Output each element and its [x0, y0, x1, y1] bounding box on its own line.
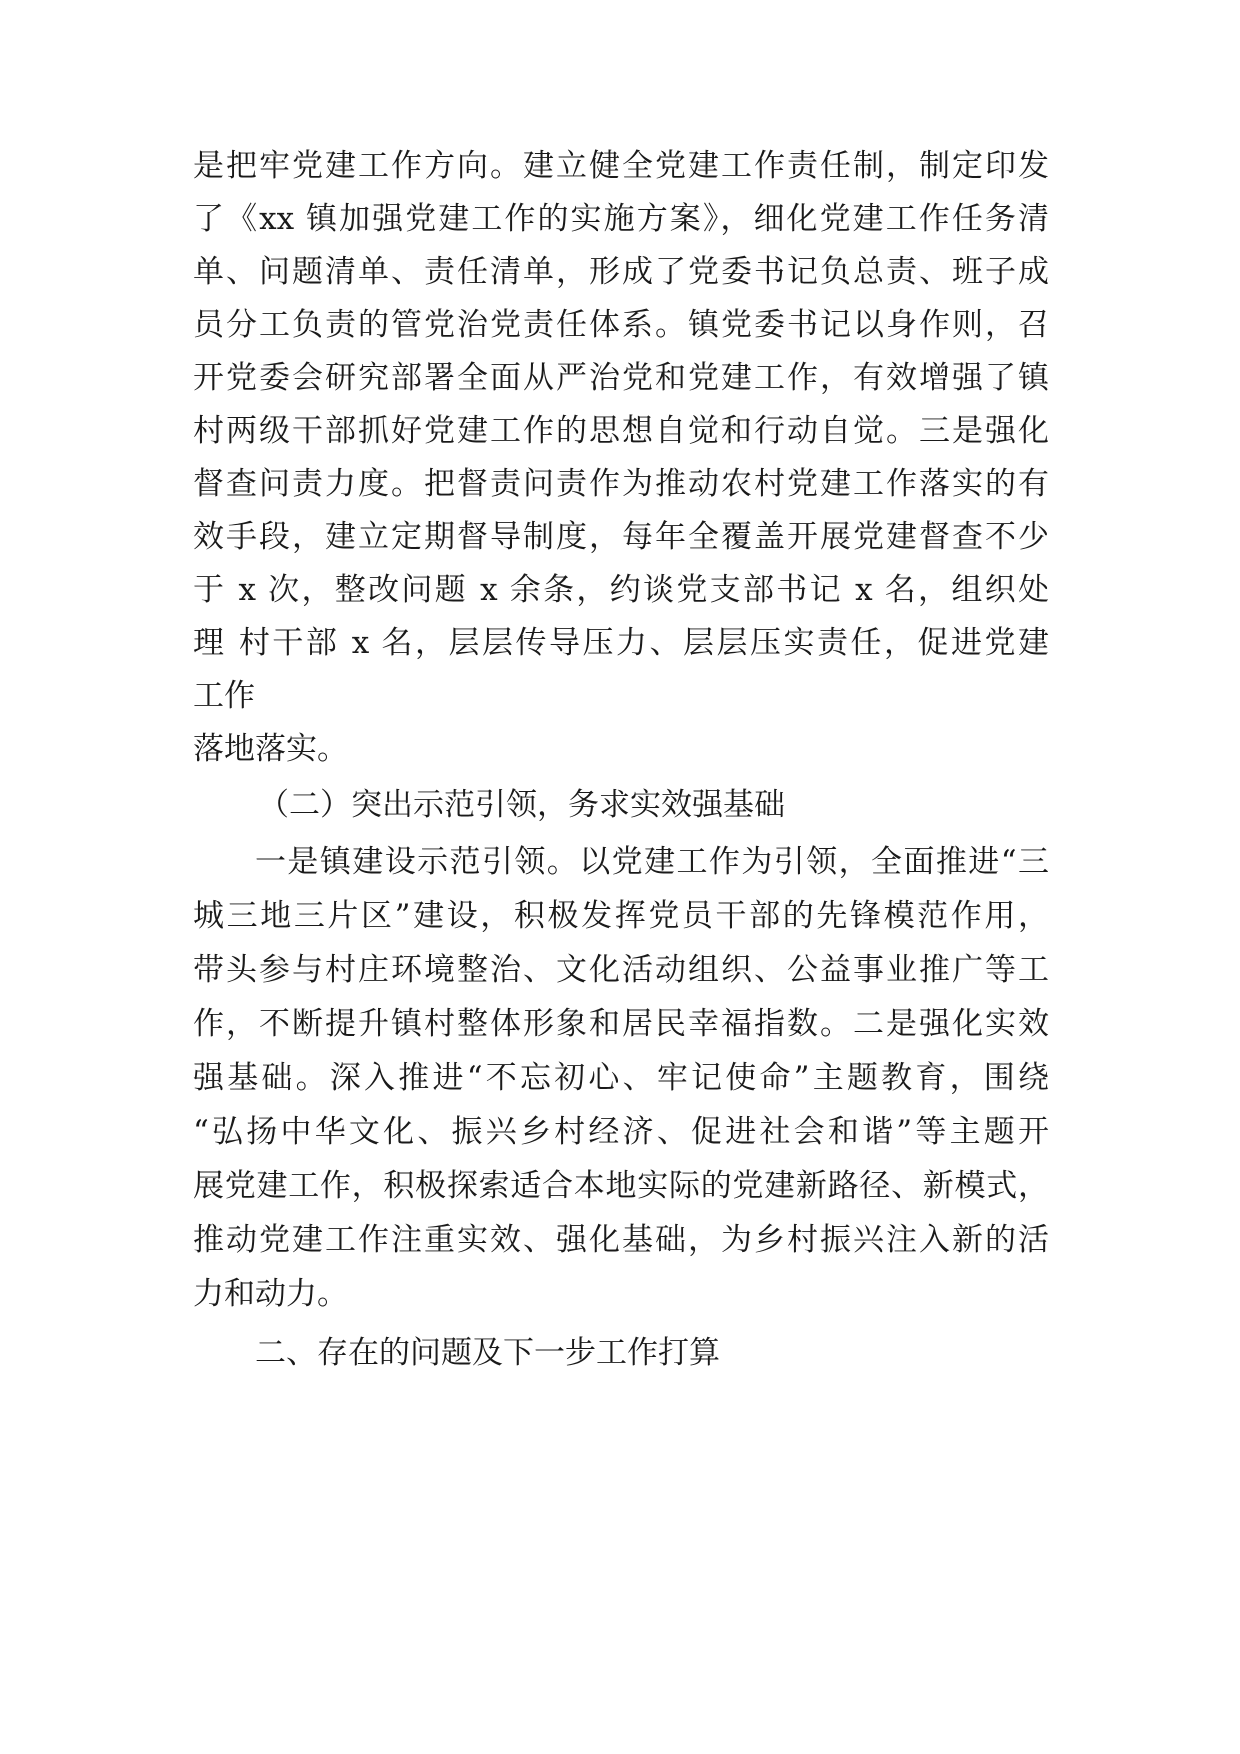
paragraph-line: 推动党建工作注重实效、强化基础，为乡村振兴注入新的活 — [193, 1222, 1049, 1258]
paragraph-line: 督查问责力度。把督责问责作为推动农村党建工作落实的有 — [193, 466, 1049, 502]
paragraph-line: 是把牢党建工作方向。建立健全党建工作责任制，制定印发 — [193, 148, 1049, 184]
paragraph-line: 力和动力。 — [193, 1276, 348, 1312]
paragraph-line: 展党建工作，积极探索适合本地实际的党建新路径、新模式， — [193, 1168, 1049, 1204]
paragraph-line: 了《xx 镇加强党建工作的实施方案》，细化党建工作任务清 — [193, 201, 1049, 237]
paragraph-line: 员分工负责的管党治党责任体系。镇党委书记以身作则，召 — [193, 307, 1049, 343]
section-heading: 二、存在的问题及下一步工作打算 — [255, 1335, 720, 1371]
paragraph-line: 开党委会研究部署全面从严治党和党建工作，有效增强了镇 — [193, 360, 1049, 396]
paragraph-line: 带头参与村庄环境整治、文化活动组织、公益事业推广等工 — [193, 952, 1049, 988]
paragraph-line: 于 x 次，整改问题 x 余条，约谈党支部书记 x 名，组织处 — [193, 572, 1049, 608]
subsection-heading: （二）突出示范引领，务求实效强基础 — [258, 787, 785, 823]
paragraph-line: 效手段，建立定期督导制度，每年全覆盖开展党建督查不少 — [193, 519, 1049, 555]
paragraph-line: “弘扬中华文化、振兴乡村经济、促进社会和谐”等主题开 — [193, 1114, 1049, 1150]
paragraph-line: 落地落实。 — [193, 731, 348, 767]
paragraph-line: 强基础。深入推进“不忘初心、牢记使命”主题教育，围绕 — [193, 1060, 1049, 1096]
paragraph-line: 村两级干部抓好党建工作的思想自觉和行动自觉。三是强化 — [193, 413, 1049, 449]
paragraph-line: 理 村干部 x 名，层层传导压力、层层压实责任，促进党建 — [193, 625, 1049, 661]
paragraph-line: 工作 — [193, 678, 255, 714]
paragraph-line: 城三地三片区”建设，积极发挥党员干部的先锋模范作用， — [193, 898, 1049, 934]
paragraph-line: 作，不断提升镇村整体形象和居民幸福指数。二是强化实效 — [193, 1006, 1049, 1042]
paragraph-line: 一是镇建设示范引领。以党建工作为引领，全面推进“三 — [255, 844, 1049, 880]
paragraph-line: 单、问题清单、责任清单，形成了党委书记负总责、班子成 — [193, 254, 1049, 290]
